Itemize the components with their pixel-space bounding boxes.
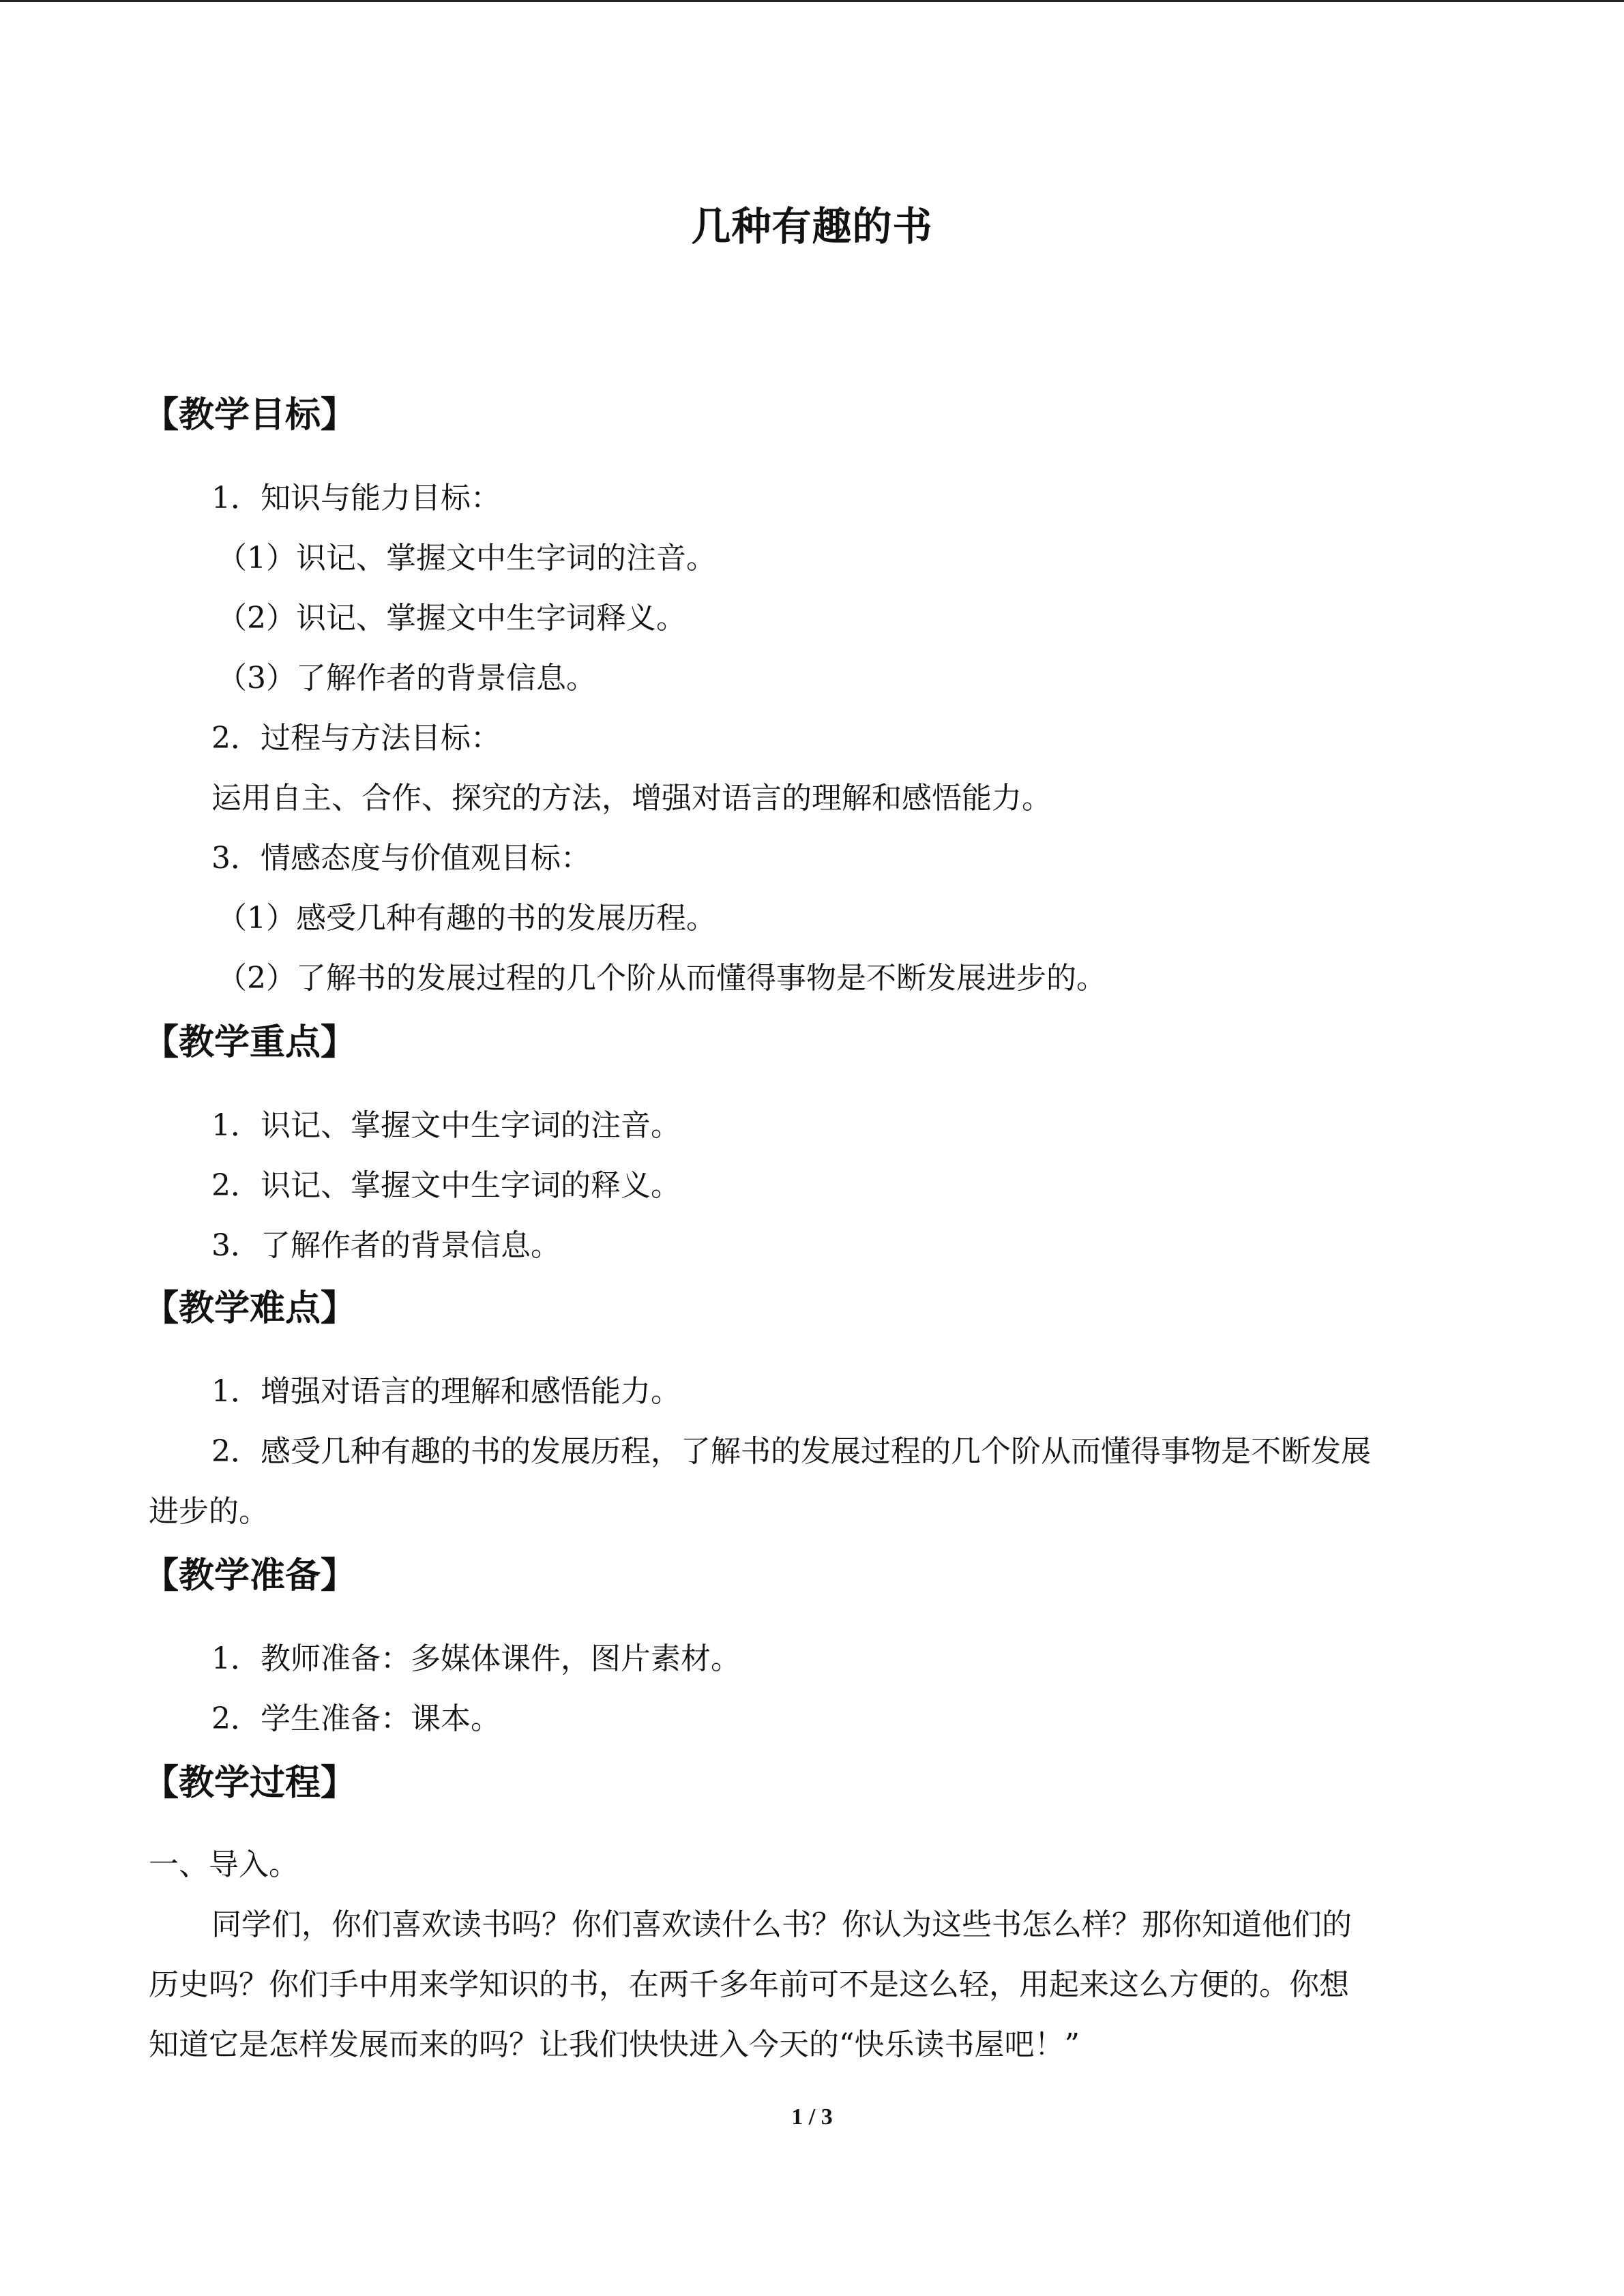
difficulties-line-2a: 2．感受几种有趣的书的发展历程，了解书的发展过程的几个阶从而懂得事物是不断发展	[211, 1434, 1371, 1469]
section-heading-goals: 【教学目标】	[143, 395, 357, 436]
section-heading-preparation: 【教学准备】	[143, 1555, 357, 1596]
section-heading-process: 【教学过程】	[143, 1763, 357, 1804]
goals-line-2: （1）识记、掌握文中生字词的注音。	[217, 541, 716, 576]
process-line-1: 一、导入。	[149, 1847, 299, 1882]
document-title: 几种有趣的书	[691, 203, 933, 250]
goals-line-7: 3．情感态度与价值观目标：	[211, 841, 591, 876]
process-paragraph-line-2: 历史吗？你们手中用来学知识的书，在两千多年前可不是这么轻，用起来这么方便的。你想	[149, 1967, 1349, 2002]
goals-line-1: 1．知识与能力目标：	[211, 481, 501, 516]
difficulties-line-2b: 进步的。	[149, 1494, 269, 1529]
goals-line-5: 2．过程与方法目标：	[211, 721, 501, 756]
page-number: 1 / 3	[791, 2104, 833, 2130]
section-heading-difficulties: 【教学难点】	[143, 1288, 357, 1329]
goals-line-6: 运用自主、合作、探究的方法，增强对语言的理解和感悟能力。	[211, 781, 1052, 816]
goals-line-9: （2）了解书的发展过程的几个阶从而懂得事物是不断发展进步的。	[217, 961, 1106, 996]
section-heading-key-points: 【教学重点】	[143, 1022, 357, 1063]
process-paragraph-line-3: 知道它是怎样发展而来的吗？让我们快快进入今天的“快乐读书屋吧！”	[149, 2027, 1080, 2062]
key-points-line-1: 1．识记、掌握文中生字词的注音。	[211, 1108, 681, 1143]
key-points-line-2: 2．识记、掌握文中生字词的释义。	[211, 1168, 681, 1203]
preparation-line-2: 2．学生准备：课本。	[211, 1701, 501, 1736]
goals-line-3: （2）识记、掌握文中生字词释义。	[217, 601, 686, 636]
goals-line-4: （3）了解作者的背景信息。	[217, 661, 596, 696]
key-points-line-3: 3．了解作者的背景信息。	[211, 1228, 561, 1263]
goals-line-8: （1）感受几种有趣的书的发展历程。	[217, 901, 716, 936]
process-paragraph-line-1: 同学们，你们喜欢读书吗？你们喜欢读什么书？你认为这些书怎么样？那你知道他们的	[211, 1907, 1352, 1942]
difficulties-line-1: 1．增强对语言的理解和感悟能力。	[211, 1374, 681, 1409]
preparation-line-1: 1．教师准备：多媒体课件，图片素材。	[211, 1641, 741, 1676]
